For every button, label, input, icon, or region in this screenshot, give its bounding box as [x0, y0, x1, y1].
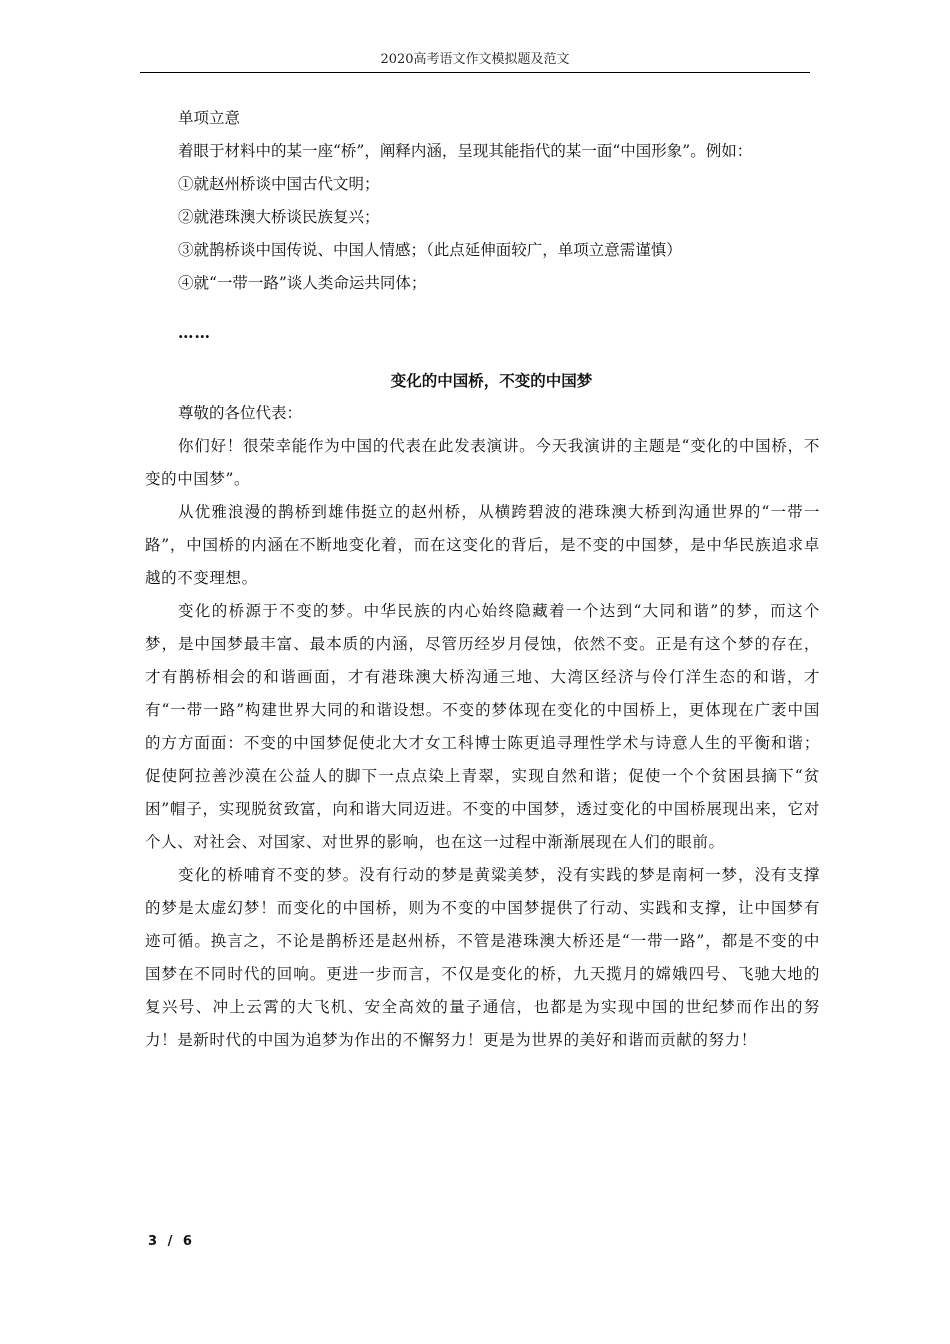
document-body: [145, 102, 820, 1057]
essay-paragraph: 变化的桥哺育不变的梦。没有行动的梦是黄粱美梦，没有实践的梦是南柯一梦，没有支撑的梦是太虚幻梦！而变化的中国桥，则为不变的中国梦提供了行动、实践和支撑，让中国梦有迹可循。换言之，不论是鹊桥还是赵州桥，不管是港珠澳大桥还是“一带一路”，都是不变的中国梦在不同时代的回响。更进一步而言，不仅是变化的桥，九天揽月的嫦娥四号、飞驰大地的复兴号、冲上云霄的大飞机、安全高效的量子通信，也都是为实现中国的世纪梦而作出的努力！是新时代的中国为追梦为作出的不懈努力！更是为世界的美好和谐而贡献的努力！: [145, 866, 820, 1049]
list-item: ④就“一带一路”谈人类命运共同体；: [178, 274, 427, 292]
essay-paragraph: 你们好！很荣幸能作为中国的代表在此发表演讲。今天我演讲的主题是“变化的中国桥，不变的中国梦”。: [145, 437, 820, 488]
list-item: ②就港珠澳大桥谈民族复兴；: [178, 208, 380, 226]
ellipsis: ……: [178, 322, 211, 342]
essay-salutation: 尊敬的各位代表：: [178, 404, 303, 422]
list-item: ①就赵州桥谈中国古代文明；: [178, 175, 380, 193]
section-intro: 着眼于材料中的某一座“桥”，阐释内涵，呈现其能指代的某一面“中国形象”。例如：: [178, 142, 753, 160]
list-item: ③就鹊桥谈中国传说、中国人情感；（此点延伸面较广，单项立意需谨慎）: [178, 241, 682, 259]
header-title: 2020高考语文作文模拟题及范文: [380, 52, 570, 67]
page-header: [140, 50, 810, 73]
section-heading: 单项立意: [178, 109, 241, 127]
essay-paragraph: 变化的桥源于不变的梦。中华民族的内心始终隐藏着一个达到“大同和谐”的梦，而这个梦，是中国梦最丰富、最本质的内涵，尽管历经岁月侵蚀，依然不变。正是有这个梦的存在，才有鹊桥相会的和谐画面，才有港珠澳大桥沟通三地、大湾区经济与伶仃洋生态的和谐，才有“一带一路”构建世界大同的和谐设想。不变的梦体现在变化的中国桥上，更体现在广袤中国的方方面面：不变的中国梦促使北大才女工科博士陈更追寻理性学术与诗意人生的平衡和谐；促使阿拉善沙漠在公益人的脚下一点点染上青翠，实现自然和谐；促使一个个贫困县摘下“贫困”帽子，实现脱贫致富，向和谐大同迈进。不变的中国梦，透过变化的中国桥展现出来，它对个人、对社会、对国家、对世界的影响，也在这一过程中渐渐展现在人们的眼前。: [145, 602, 820, 851]
essay-title: 变化的中国桥，不变的中国梦: [390, 371, 593, 390]
page-number: 3 / 6: [148, 1234, 195, 1249]
essay-paragraph: 从优雅浪漫的鹊桥到雄伟挺立的赵州桥，从横跨碧波的港珠澳大桥到沟通世界的“一带一路”，中国桥的内涵在不断地变化着，而在这变化的背后，是不变的中国梦，是中华民族追求卓越的不变理想。: [145, 503, 820, 587]
